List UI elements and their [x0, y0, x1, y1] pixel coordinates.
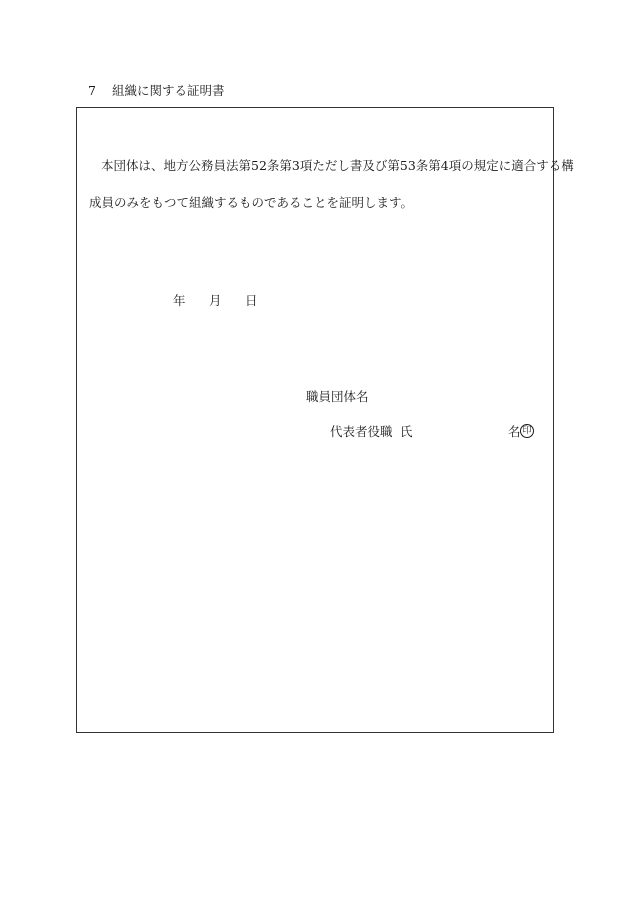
date-year-label: 年 [173, 293, 186, 308]
statement-line-1: 本団体は、地方公務員法第52条第3項ただし書及び第53条第4項の規定に適合する構 [101, 158, 574, 173]
date-month-label: 月 [209, 293, 222, 308]
date-day-label: 日 [245, 293, 258, 308]
form-number: 7 [88, 83, 96, 98]
certificate-frame [76, 107, 574, 733]
representative-name-label: 名 [508, 424, 521, 439]
organization-name-label: 職員団体名 [306, 389, 369, 404]
statement-line-2: 成員のみをもつて組織するものであることを証明します。 [89, 195, 414, 210]
seal-icon: 印 [520, 424, 534, 438]
form-title: 組織に関する証明書 [111, 83, 225, 98]
representative-surname-label: 氏 [400, 424, 413, 439]
representative-title-label: 代表者役職 [330, 424, 393, 439]
form-heading [88, 83, 224, 99]
